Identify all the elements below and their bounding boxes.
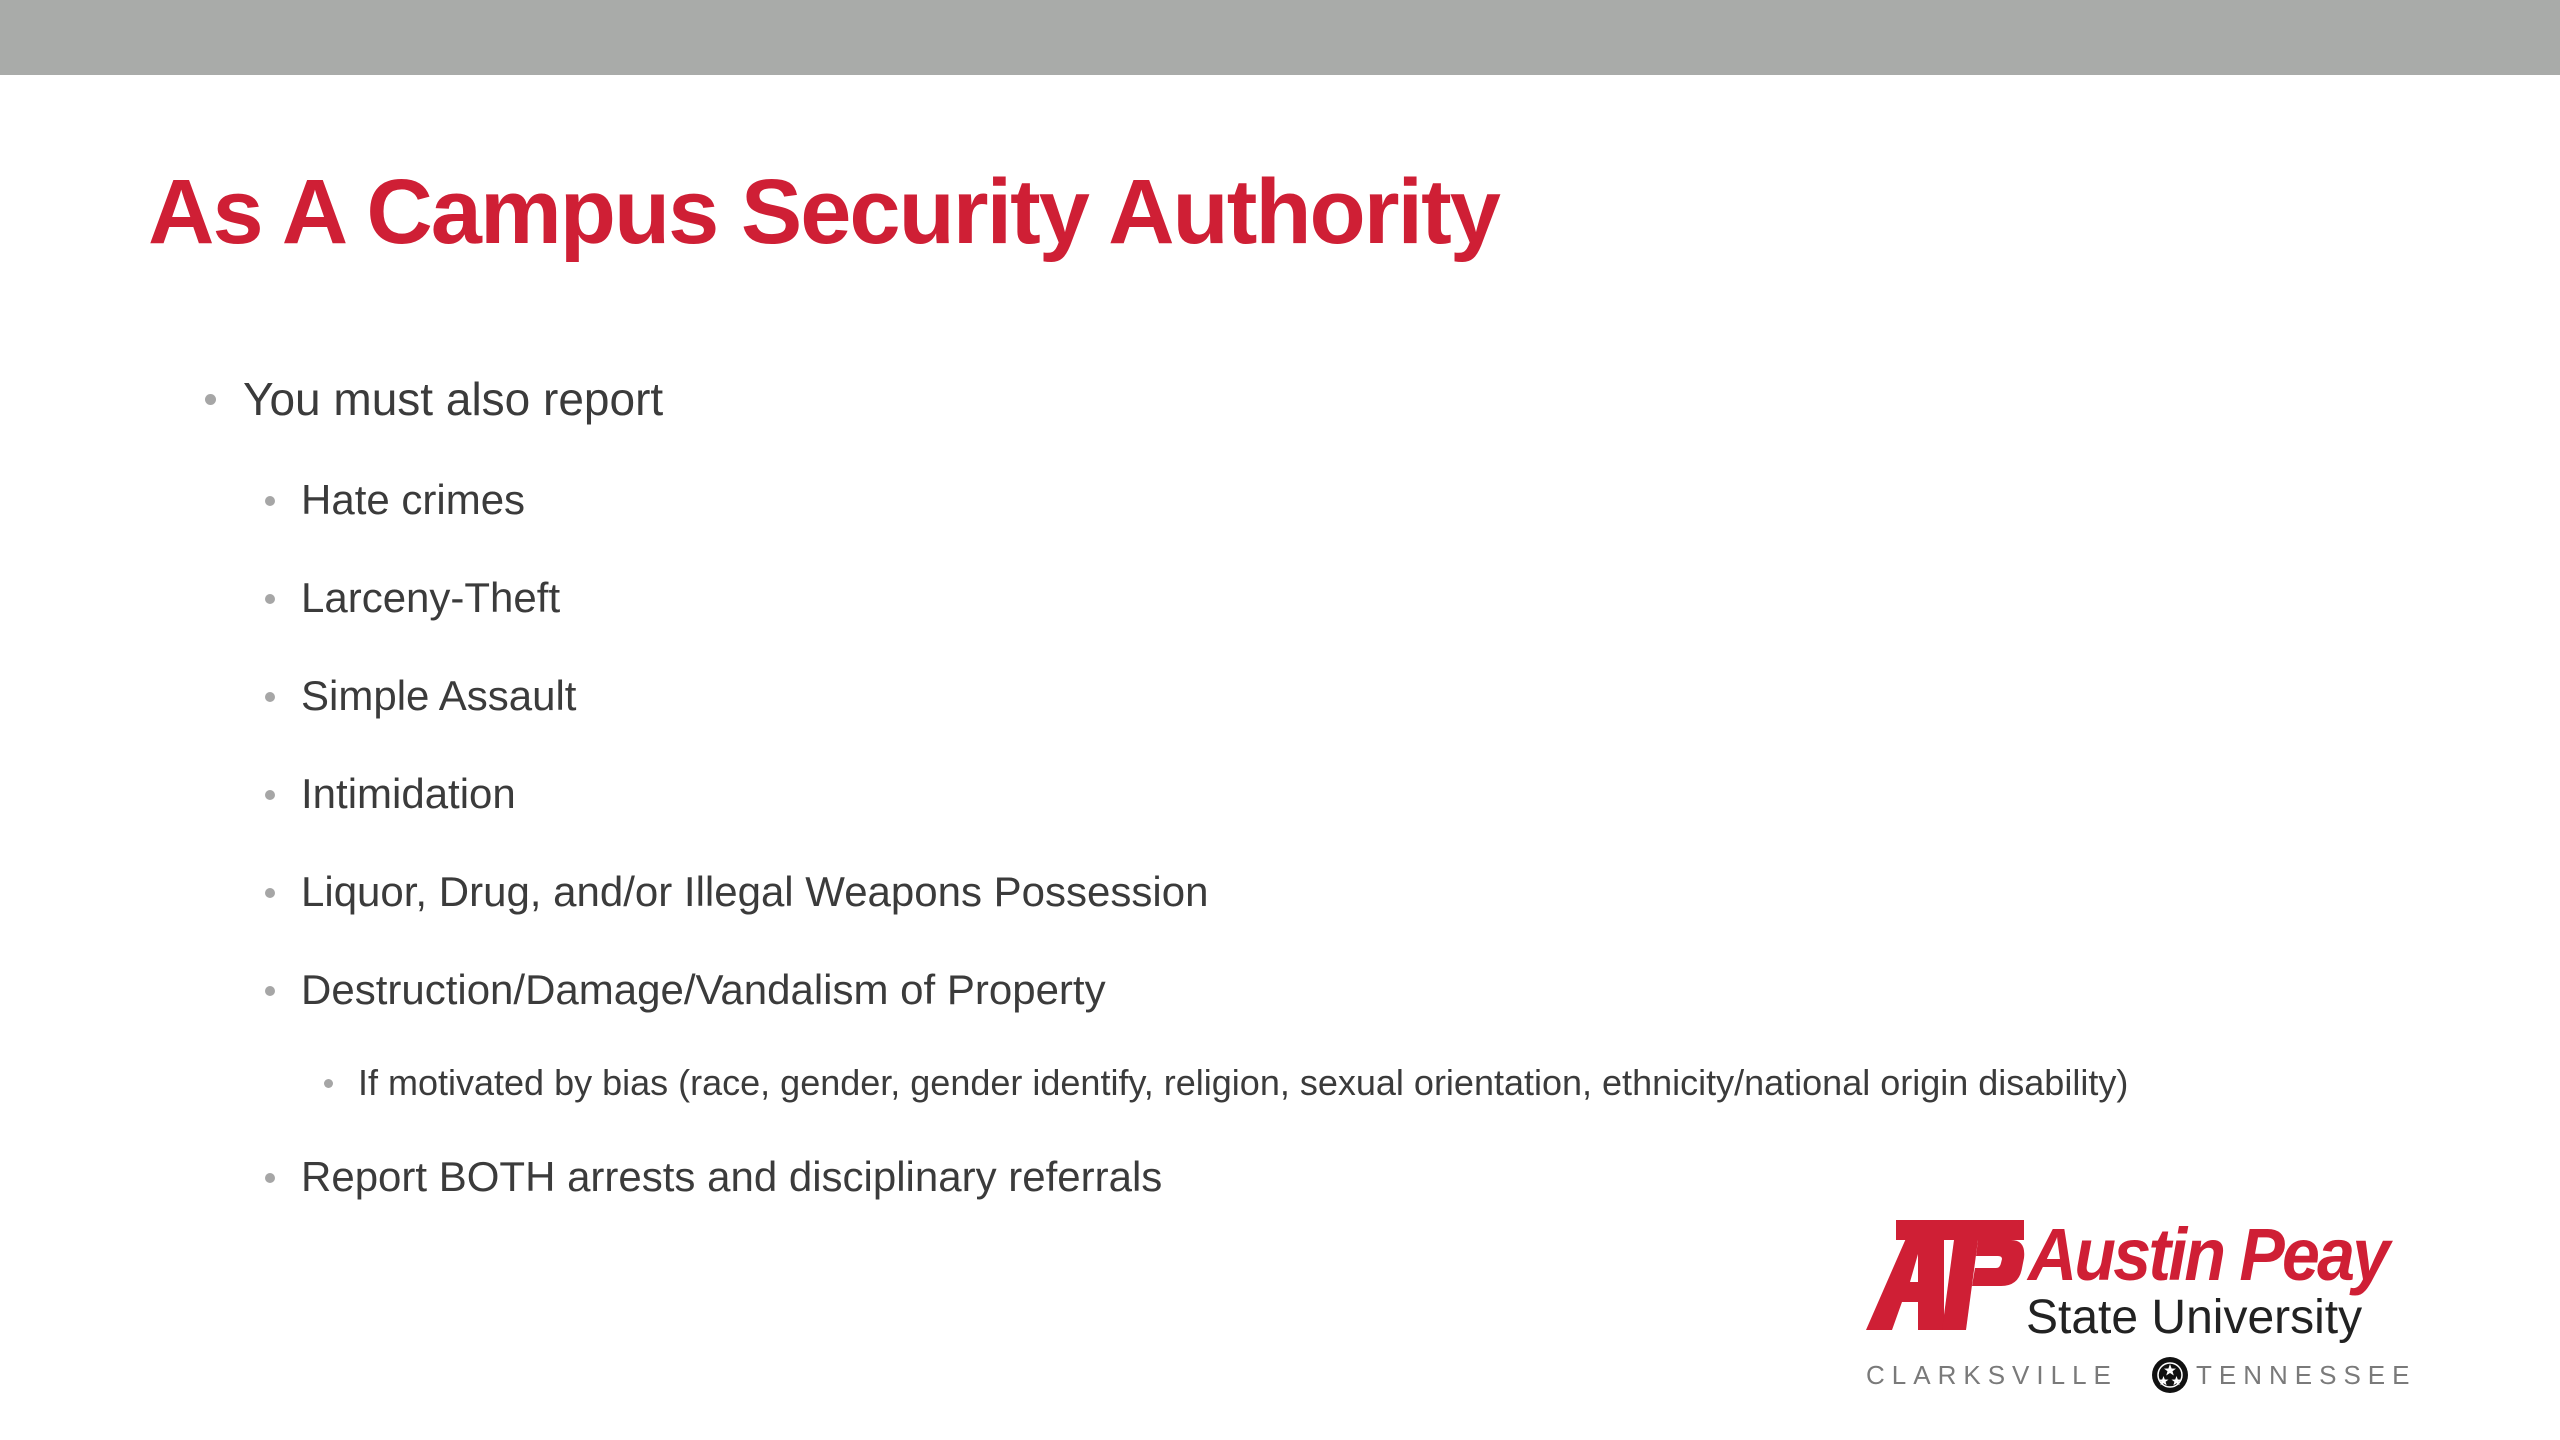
bullet-item xyxy=(301,966,1106,1014)
bullet-text: Simple Assault xyxy=(301,672,577,719)
bullet-icon xyxy=(265,692,275,702)
bullet-icon xyxy=(205,394,216,405)
bullet-icon xyxy=(265,790,275,800)
bullet-item xyxy=(301,476,525,524)
bullet-text: Hate crimes xyxy=(301,476,526,523)
bullet-text: Report BOTH arrests and disciplinary referrals xyxy=(301,1153,1163,1200)
top-bar xyxy=(0,0,2560,75)
bullet-item xyxy=(243,372,663,426)
logo-city: CLARKSVILLE xyxy=(1866,1360,2118,1390)
bullet-text: Liquor, Drug, and/or Illegal Weapons Possession xyxy=(301,868,1209,915)
bullet-item xyxy=(301,1153,1162,1201)
bullet-item xyxy=(358,1062,2128,1104)
bullet-icon xyxy=(265,1173,275,1183)
bullet-item xyxy=(301,672,576,720)
logo-state: TENNESSEE xyxy=(2196,1360,2417,1390)
bullet-item xyxy=(301,574,560,622)
bullet-text: You must also report xyxy=(243,373,664,425)
bullet-text: Destruction/Damage/Vandalism of Property xyxy=(301,966,1106,1013)
bullet-icon xyxy=(265,496,275,506)
bullet-icon xyxy=(265,594,275,604)
university-logo xyxy=(1866,1210,2436,1400)
bullet-text: Intimidation xyxy=(301,770,516,817)
bullet-icon xyxy=(265,888,275,898)
tennessee-tristar-icon xyxy=(2151,1356,2189,1394)
bullet-text: Larceny-Theft xyxy=(301,574,561,621)
bullet-icon xyxy=(265,986,275,996)
logo-subtitle: State University xyxy=(2026,1291,2363,1344)
bullet-icon xyxy=(324,1079,333,1088)
bullet-item xyxy=(301,868,1208,916)
slide-title: As A Campus Security Authority xyxy=(148,161,1499,263)
ap-monogram-icon xyxy=(1866,1210,2026,1335)
bullet-item xyxy=(301,770,516,818)
logo-name: Austin Peay xyxy=(2028,1213,2388,1296)
bullet-text: If motivated by bias (race, gender, gender identify, religion, sexual orientation, ethnicity/national origin disability) xyxy=(358,1062,2129,1103)
